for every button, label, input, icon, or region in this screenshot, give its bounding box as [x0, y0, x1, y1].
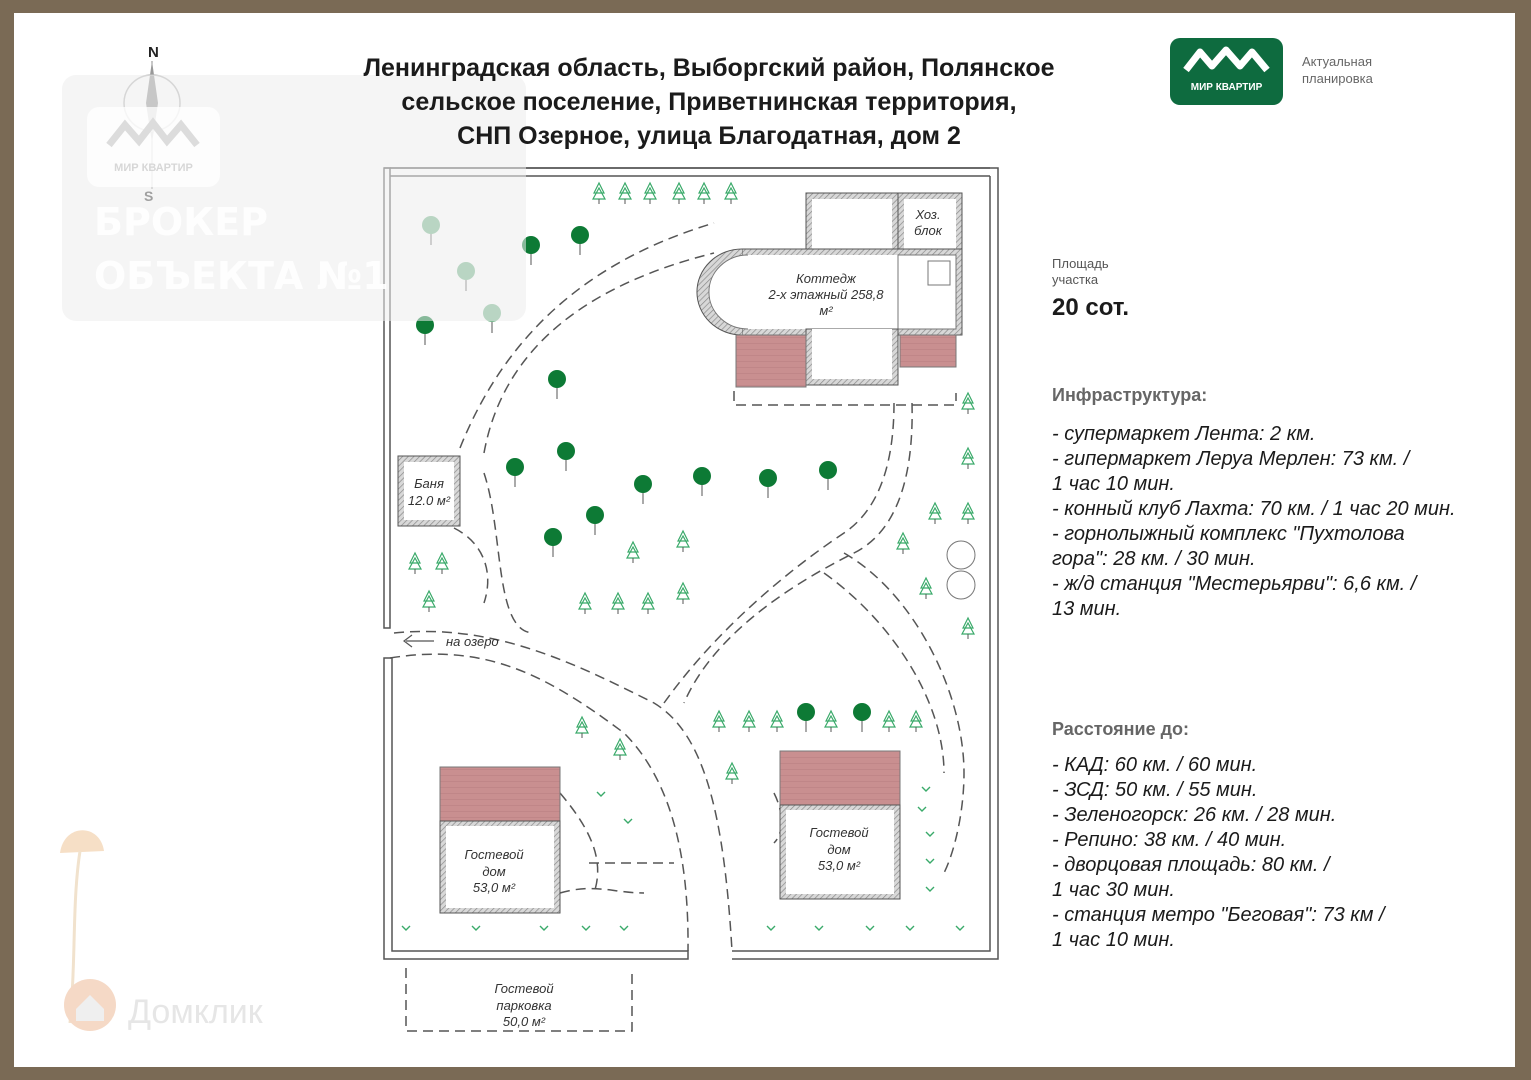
- infrastructure-list: [1052, 422, 1456, 622]
- grass-icon: [918, 807, 926, 811]
- area-label-2: участка: [1052, 272, 1099, 287]
- parking-label-1: Гостевой: [494, 981, 554, 996]
- conifer-icon: [726, 763, 738, 784]
- watermark-logo: [87, 107, 220, 187]
- grass-icon: [906, 926, 914, 930]
- conifer-icon: [962, 393, 974, 414]
- infrastructure-item: - ж/д станция "Местерьярви": 6,6 км. /: [1052, 573, 1417, 595]
- bath-label-2: 12.0 м²: [407, 493, 451, 508]
- guest2-label-3: 53,0 м²: [817, 858, 861, 873]
- bath-label-1: Баня: [414, 476, 444, 491]
- address-title: [314, 51, 1104, 153]
- guest-house-right: [780, 751, 900, 899]
- distances-item: - дворцовая площадь: 80 км. /: [1052, 854, 1330, 876]
- conifer-icon: [642, 593, 654, 614]
- tree-icon: [853, 703, 871, 732]
- watermark-logo-mark-icon: [87, 107, 220, 157]
- infrastructure-item: гора": 28 км. / 30 мин.: [1052, 548, 1256, 570]
- guest-parking: [494, 981, 553, 1029]
- compass-north: N: [148, 44, 159, 61]
- area-label: [1052, 256, 1109, 288]
- infrastructure-item: 13 мин.: [1052, 598, 1122, 620]
- grass-icon: [926, 859, 934, 863]
- conifer-icon: [962, 503, 974, 524]
- guest1-label-2: дом: [482, 864, 506, 879]
- guest2-label-1: Гостевой: [809, 825, 869, 840]
- outbuilding-label-2: блок: [914, 223, 942, 238]
- tree-icon: [759, 469, 777, 498]
- tree-icon: [557, 442, 575, 471]
- guest-house-left: [440, 767, 560, 913]
- conifer-icon: [614, 739, 626, 760]
- infrastructure-item: 1 час 10 мин.: [1052, 473, 1175, 495]
- conifer-icon: [579, 593, 591, 614]
- grass-icon: [624, 819, 632, 823]
- guest2-label-2: дом: [827, 842, 851, 857]
- brand-tagline-2: планировка: [1302, 71, 1373, 86]
- grass-icon: [956, 926, 964, 930]
- address-line-3: СНП Озерное, улица Благодатная, дом 2: [457, 122, 961, 150]
- bath-house: [398, 456, 460, 526]
- area-value: 20 сот.: [1052, 294, 1130, 321]
- watermark-line-1: БРОКЕР: [94, 200, 268, 244]
- brand-logo: [1170, 38, 1283, 105]
- distances-list: [1052, 753, 1385, 953]
- tree-icon: [634, 475, 652, 504]
- distances-item: - станция метро "Беговая": 73 км /: [1052, 904, 1385, 926]
- cottage-label-3: м²: [819, 303, 833, 318]
- grass-icon: [922, 787, 930, 791]
- brand-logo-text: МИР КВАРТИР: [1190, 82, 1263, 93]
- grass-icon: [620, 926, 628, 930]
- distances-item: - КАД: 60 км. / 60 мин.: [1052, 754, 1258, 776]
- cottage-label-1: Коттедж: [796, 271, 856, 286]
- cottage: [697, 193, 962, 387]
- watermark-text: [94, 195, 389, 303]
- grass-icon: [582, 926, 590, 930]
- grass-icon: [815, 926, 823, 930]
- infrastructure-item: - гипермаркет Леруа Мерлен: 73 км. /: [1052, 448, 1410, 470]
- conifer-icon: [576, 717, 588, 738]
- tree-icon: [544, 528, 562, 557]
- conifer-icon: [619, 183, 631, 204]
- conifer-icon: [409, 553, 421, 574]
- address-line-1: Ленинградская область, Выборгский район, Полянское: [363, 54, 1055, 82]
- conifer-icon: [962, 618, 974, 639]
- address-line-2: сельское поселение, Приветнинская территория,: [401, 88, 1017, 116]
- conifer-icon: [713, 711, 725, 732]
- cottage-label-2: 2-х этажный 258,8: [768, 287, 884, 302]
- grass-icon: [540, 926, 548, 930]
- tree-icon: [548, 370, 566, 399]
- guest1-label-1: Гостевой: [464, 847, 524, 862]
- distances-item: - Зеленогорск: 26 км. / 28 мин.: [1052, 804, 1337, 826]
- conifer-icon: [883, 711, 895, 732]
- conifer-icon: [593, 183, 605, 204]
- infrastructure-item: - супермаркет Лента: 2 км.: [1052, 423, 1316, 445]
- watermark-logo-text: МИР КВАРТИР: [114, 162, 193, 174]
- conifer-icon: [423, 591, 435, 612]
- distances-heading: Расстояние до:: [1052, 719, 1190, 739]
- brand-tagline-1: Актуальная: [1302, 54, 1372, 69]
- conifer-icon: [725, 183, 737, 204]
- watermark-line-2: ОБЪЕКТА №1: [94, 254, 389, 298]
- conifer-icon: [677, 583, 689, 604]
- brand-tagline: [1302, 53, 1373, 87]
- infrastructure-item: - горнолыжный комплекс "Пухтолова: [1052, 523, 1405, 545]
- grass-icon: [472, 926, 480, 930]
- guest1-label-3: 53,0 м²: [472, 880, 516, 895]
- tree-icon: [586, 506, 604, 535]
- tree-icon: [571, 226, 589, 255]
- conifer-icon: [910, 711, 922, 732]
- grass-icon: [767, 926, 775, 930]
- brand-logo-mark-icon: [1170, 38, 1283, 82]
- domclick-watermark: Домклик: [128, 993, 263, 1031]
- conifer-icon: [920, 578, 932, 599]
- conifer-icon: [644, 183, 656, 204]
- tree-icon: [819, 461, 837, 490]
- infrastructure-heading: Инфраструктура:: [1052, 385, 1208, 405]
- domclick-logo-icon: [58, 973, 122, 1037]
- conifer-icon: [698, 183, 710, 204]
- distances-item: 1 час 30 мин.: [1052, 879, 1175, 901]
- distances-item: 1 час 10 мин.: [1052, 929, 1175, 951]
- conifer-icon: [673, 183, 685, 204]
- tree-icon: [797, 703, 815, 732]
- grass-icon: [597, 792, 605, 796]
- grass-icon: [866, 926, 874, 930]
- conifer-icon: [743, 711, 755, 732]
- conifer-icon: [627, 542, 639, 563]
- grass-icon: [926, 887, 934, 891]
- parking-label-2: парковка: [496, 998, 552, 1013]
- grass-icon: [926, 832, 934, 836]
- conifer-icon: [771, 711, 783, 732]
- plan-sheet: [14, 13, 1515, 1067]
- distances-item: - ЗСД: 50 км. / 55 мин.: [1052, 779, 1258, 801]
- conifer-icon: [612, 593, 624, 614]
- conifer-icon: [825, 711, 837, 732]
- area-label-1: Площадь: [1052, 256, 1109, 271]
- infrastructure-item: - конный клуб Лахта: 70 км. / 1 час 20 мин.: [1052, 498, 1456, 520]
- conifer-icon: [962, 448, 974, 469]
- conifer-icon: [677, 531, 689, 552]
- conifer-icon: [929, 503, 941, 524]
- garden-circles: [947, 541, 975, 599]
- grass-icon: [402, 926, 410, 930]
- to-lake-label: на озеро: [446, 634, 499, 649]
- conifer-icon: [897, 533, 909, 554]
- parking-label-3: 50,0 м²: [502, 1014, 546, 1029]
- outbuilding-label-1: Хоз.: [915, 207, 941, 222]
- conifer-icon: [436, 553, 448, 574]
- tree-icon: [693, 467, 711, 496]
- distances-item: - Репино: 38 км. / 40 мин.: [1052, 829, 1287, 851]
- tree-icon: [506, 458, 524, 487]
- to-lake-arrow: [404, 634, 499, 649]
